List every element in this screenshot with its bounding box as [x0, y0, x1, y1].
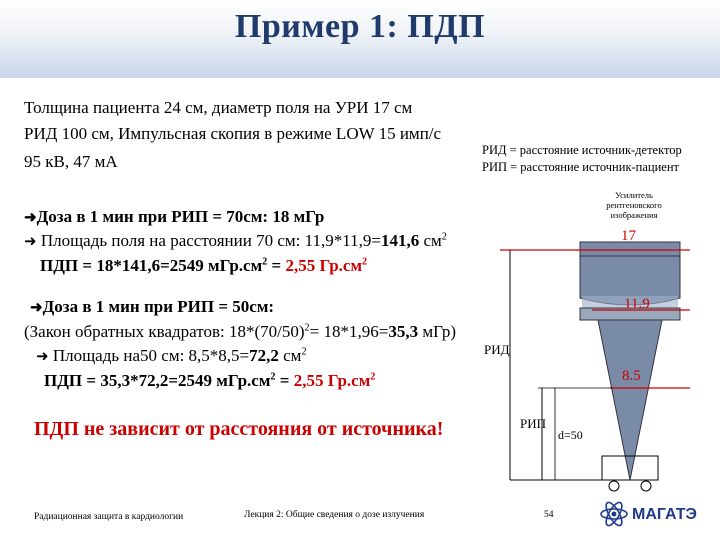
iaea-atom-logo-icon [598, 496, 630, 532]
cart-wheel-left [609, 481, 619, 491]
case70-area-value: 141,6 [380, 231, 420, 250]
case50-area-value: 72,2 [249, 346, 279, 365]
params-line-3: 95 кВ, 47 мА [24, 152, 118, 171]
geometry-diagram [480, 180, 720, 500]
case70-pdp-text: ПДП = 18*141,6=2549 мГр.см [40, 256, 263, 275]
label-8-5: 8.5 [622, 368, 641, 384]
case50-law-unit: мГр) [418, 322, 457, 341]
case50-pdp-result: 2,55 Гр.см [293, 371, 371, 390]
case50-dose-line [30, 297, 274, 317]
case70-area-unit: см [419, 231, 442, 250]
cart-wheel-right [641, 481, 651, 491]
case70-pdp-eq: = [267, 256, 286, 275]
slide-title: Пример 1: ПДП [234, 8, 486, 45]
case70-dose-label: Доза в 1 мин при РИП = 70см [36, 207, 263, 226]
case50-area-unit: см [278, 346, 302, 365]
definition-rip: РИП = расстояние источник-пациент [482, 160, 679, 174]
case50-law-value: 35,3 [388, 322, 419, 341]
rip-label: РИП [520, 416, 547, 431]
case70-area-text: Площадь поля на расстоянии 70 см: 11,9*11,9= [36, 231, 381, 250]
arrow-icon: ➜ [36, 349, 49, 365]
case50-pdp-line [44, 371, 375, 391]
case50-law-line [24, 322, 456, 342]
case70-pdp-sup: 2 [262, 256, 268, 268]
case70-area-line [24, 231, 447, 251]
footer-center: Лекция 2: Общие сведения о дозе излучения [244, 510, 425, 520]
case70-pdp-line [40, 256, 367, 276]
case50-pdp-result-sup: 2 [370, 371, 376, 383]
case70-pdp-result: 2,55 Гр.см [285, 256, 363, 275]
footer-page: 54 [544, 510, 554, 520]
definition-rid: РИД = расстояние источник-детектор [482, 143, 682, 157]
arrow-icon: ➜ [30, 300, 43, 316]
case50-dose-label: Доза в 1 мин при РИП = 50см: [42, 297, 275, 316]
case50-area-sup: 2 [301, 346, 307, 358]
case50-pdp-sup: 2 [270, 371, 276, 383]
case50-law-sup: 2 [304, 322, 310, 334]
case70-pdp-result-sup: 2 [362, 256, 368, 268]
case50-law-text: (Закон обратных квадратов: 18*(70/50) [24, 322, 305, 341]
intensifier-label: Усилитель рентгеновского изображения [606, 190, 662, 220]
params-line-1: Толщина пациента 24 см, диаметр поля на УРИ 17 см [24, 98, 413, 117]
d-label: d=50 [558, 428, 583, 442]
footer-left: Радиационная защита в кардиологии [34, 512, 184, 522]
case70-dose-value: : 18 мГр [262, 207, 325, 226]
case70-area-sup: 2 [441, 231, 447, 243]
label-11-9: 11.9 [624, 296, 650, 312]
footer-org: МАГАТЭ [632, 506, 697, 523]
case50-area-text: Площадь на50 см: 8,5*8,5= [48, 346, 250, 365]
case50-law-rest: = 18*1,96= [309, 322, 389, 341]
arrow-icon: ➜ [24, 210, 37, 226]
case50-pdp-eq: = [275, 371, 294, 390]
arrow-icon: ➜ [24, 234, 37, 250]
rid-label: РИД [484, 342, 510, 357]
conclusion: ПДП не зависит от расстояния от источника! [34, 418, 444, 440]
case50-area-line [36, 346, 307, 366]
case50-pdp-text: ПДП = 35,3*72,2=2549 мГр.см [44, 371, 271, 390]
label-17: 17 [621, 228, 636, 244]
case70-dose-line [24, 207, 324, 227]
params-line-2: РИД 100 см, Импульсная скопия в режиме LOW 15 имп/с [24, 124, 442, 143]
